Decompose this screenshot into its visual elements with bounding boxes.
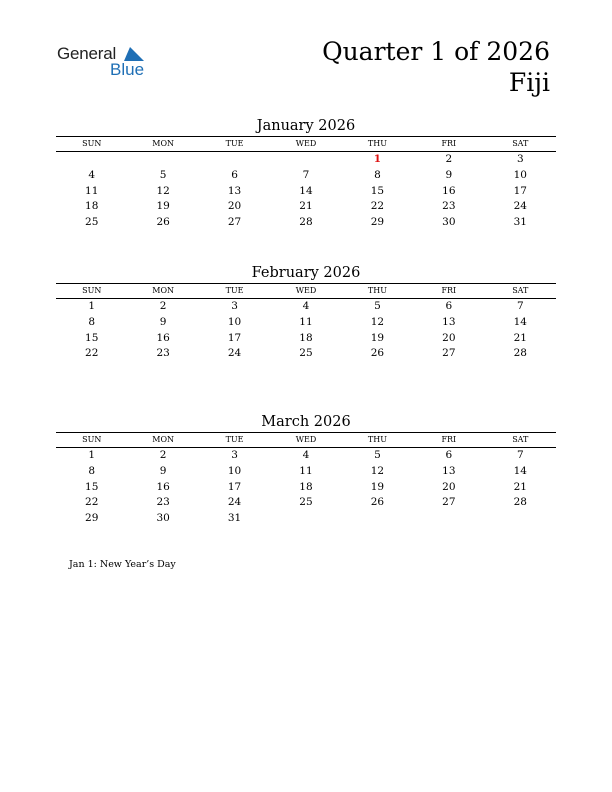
day-cell: 30 <box>156 512 170 525</box>
week-row <box>56 448 556 464</box>
day-cell: 21 <box>513 331 527 344</box>
day-cell: 18 <box>299 480 313 493</box>
day-cell: 11 <box>299 464 313 477</box>
day-cell: 5 <box>374 300 381 312</box>
day-cell: 28 <box>513 347 527 360</box>
day-cell: 12 <box>370 464 385 477</box>
day-cell: 27 <box>442 347 456 360</box>
day-cell: 22 <box>370 200 385 213</box>
day-cell: 9 <box>159 464 167 477</box>
day-cell: 29 <box>85 512 99 525</box>
day-cell: 30 <box>442 216 456 229</box>
day-cell: 31 <box>513 216 527 229</box>
weekday-label: TUE <box>225 286 244 295</box>
day-cell: 14 <box>513 464 527 477</box>
weekday-label: THU <box>367 139 387 148</box>
day-cell: 2 <box>159 449 167 461</box>
day-cell: 17 <box>227 331 242 344</box>
weekday-label: WED <box>295 139 317 148</box>
empty-day-cell <box>127 152 198 168</box>
day-cell: 27 <box>227 216 242 229</box>
day-cell: 26 <box>156 216 170 229</box>
weekday-header-row <box>56 432 556 448</box>
weekday-label: FRI <box>441 435 457 444</box>
logo-word-general: General <box>57 44 117 63</box>
holiday-notes <box>69 559 176 570</box>
day-cell: 17 <box>227 480 242 493</box>
day-cell: 21 <box>299 200 313 213</box>
day-cell: 10 <box>227 315 242 328</box>
weekday-label: THU <box>367 435 387 444</box>
day-cell: 10 <box>513 168 527 181</box>
week-row <box>56 331 556 347</box>
day-cell: 26 <box>370 496 385 509</box>
weekday-label: FRI <box>441 286 457 295</box>
day-cell: 24 <box>513 200 527 213</box>
day-cell: 24 <box>227 347 242 360</box>
day-cell: 1 <box>88 300 96 312</box>
empty-day-cell <box>270 152 341 168</box>
page-title <box>322 36 550 98</box>
week-row <box>56 315 556 331</box>
week-row <box>56 152 556 168</box>
day-cell: 14 <box>299 184 313 197</box>
holiday-note: Jan 1: New Year’s Day <box>69 559 176 570</box>
day-cell: 8 <box>88 464 96 477</box>
week-row <box>56 480 556 496</box>
month-title: February 2026 <box>251 265 361 281</box>
logo-triangle-icon <box>124 47 144 61</box>
day-cell: 19 <box>370 480 385 493</box>
quarter-title: Quarter 1 of 2026 <box>322 37 550 66</box>
day-cell: 19 <box>156 200 170 213</box>
day-cell: 4 <box>302 300 310 312</box>
weekday-label: THU <box>367 286 387 295</box>
day-cell: 7 <box>516 449 524 461</box>
weekday-label: SUN <box>82 139 102 148</box>
day-cell: 25 <box>299 347 313 360</box>
week-row <box>56 495 556 511</box>
day-cell: 4 <box>302 449 310 461</box>
day-cell: 23 <box>156 347 170 360</box>
day-cell: 29 <box>370 216 385 229</box>
day-cell: 17 <box>513 184 527 197</box>
day-cell: 16 <box>156 331 170 344</box>
day-cell: 6 <box>231 168 238 181</box>
day-cell: 23 <box>156 496 170 509</box>
day-cell: 22 <box>85 496 99 509</box>
weekday-label: SAT <box>512 139 529 148</box>
day-cell: 11 <box>85 184 99 197</box>
day-cell: 3 <box>516 153 524 165</box>
day-cell: 12 <box>156 184 170 197</box>
weekday-label: SAT <box>512 435 529 444</box>
day-cell: 12 <box>370 315 385 328</box>
week-row <box>56 168 556 184</box>
day-cell: 20 <box>442 331 456 344</box>
month-calendar-january <box>56 116 556 231</box>
weekday-label: WED <box>295 435 317 444</box>
empty-day-cell <box>270 511 341 527</box>
day-cell: 16 <box>442 184 456 197</box>
weekday-header-row <box>56 283 556 299</box>
generalblue-logo <box>57 44 157 80</box>
day-cell: 26 <box>370 347 385 360</box>
day-cell: 22 <box>85 347 99 360</box>
weekday-label: MON <box>152 139 174 148</box>
week-row <box>56 199 556 215</box>
day-cell: 13 <box>442 464 456 477</box>
week-row <box>56 346 556 362</box>
week-row <box>56 299 556 315</box>
day-cell: 15 <box>370 184 385 197</box>
month-calendar-february <box>56 263 556 362</box>
day-cell: 1 <box>88 449 96 461</box>
weekday-label: SUN <box>82 435 102 444</box>
day-cell: 19 <box>370 331 385 344</box>
day-cell: 2 <box>445 153 453 165</box>
day-cell: 9 <box>159 315 167 328</box>
empty-day-cell <box>485 511 556 527</box>
day-cell: 28 <box>299 216 313 229</box>
day-cell: 4 <box>88 168 96 181</box>
day-cell: 13 <box>227 184 242 197</box>
day-cell: 9 <box>445 168 453 181</box>
day-cell: 8 <box>374 168 381 181</box>
day-cell: 3 <box>231 449 238 461</box>
day-cell: 8 <box>88 315 96 328</box>
day-cell: 5 <box>159 168 167 181</box>
month-calendar-march <box>56 412 556 527</box>
holiday-day-cell: 1 <box>373 153 382 165</box>
week-row <box>56 215 556 231</box>
day-cell: 6 <box>445 300 453 312</box>
day-cell: 13 <box>442 315 456 328</box>
weekday-label: MON <box>152 286 174 295</box>
day-cell: 2 <box>159 300 167 312</box>
day-cell: 16 <box>156 480 170 493</box>
day-cell: 3 <box>231 300 238 312</box>
empty-day-cell <box>56 152 127 168</box>
day-cell: 11 <box>299 315 313 328</box>
day-cell: 14 <box>513 315 527 328</box>
weekday-label: TUE <box>225 139 244 148</box>
week-row <box>56 511 556 527</box>
weekday-label: TUE <box>225 435 244 444</box>
country-name: Fiji <box>508 68 550 97</box>
day-cell: 25 <box>85 216 99 229</box>
week-row <box>56 464 556 480</box>
day-cell: 7 <box>302 168 310 181</box>
weekday-label: SUN <box>82 286 102 295</box>
day-cell: 28 <box>513 496 527 509</box>
day-cell: 25 <box>299 496 313 509</box>
day-cell: 6 <box>445 449 453 461</box>
day-cell: 10 <box>227 464 242 477</box>
day-cell: 18 <box>85 200 99 213</box>
month-title: January 2026 <box>256 118 356 134</box>
weekday-header-row <box>56 136 556 152</box>
empty-day-cell <box>413 511 484 527</box>
day-cell: 24 <box>227 496 242 509</box>
empty-day-cell <box>342 511 413 527</box>
day-cell: 7 <box>516 300 524 312</box>
day-cell: 20 <box>227 200 242 213</box>
week-row <box>56 184 556 200</box>
empty-day-cell <box>199 152 270 168</box>
day-cell: 27 <box>442 496 456 509</box>
day-cell: 5 <box>374 449 381 461</box>
day-cell: 31 <box>227 512 242 525</box>
weekday-label: FRI <box>441 139 457 148</box>
day-cell: 23 <box>442 200 456 213</box>
day-cell: 15 <box>85 331 99 344</box>
month-title: March 2026 <box>261 414 351 430</box>
weekday-label: SAT <box>512 286 529 295</box>
day-cell: 20 <box>442 480 456 493</box>
weekday-label: WED <box>295 286 317 295</box>
day-cell: 15 <box>85 480 99 493</box>
day-cell: 21 <box>513 480 527 493</box>
weekday-label: MON <box>152 435 174 444</box>
logo-word-blue: Blue <box>110 60 145 79</box>
day-cell: 18 <box>299 331 313 344</box>
